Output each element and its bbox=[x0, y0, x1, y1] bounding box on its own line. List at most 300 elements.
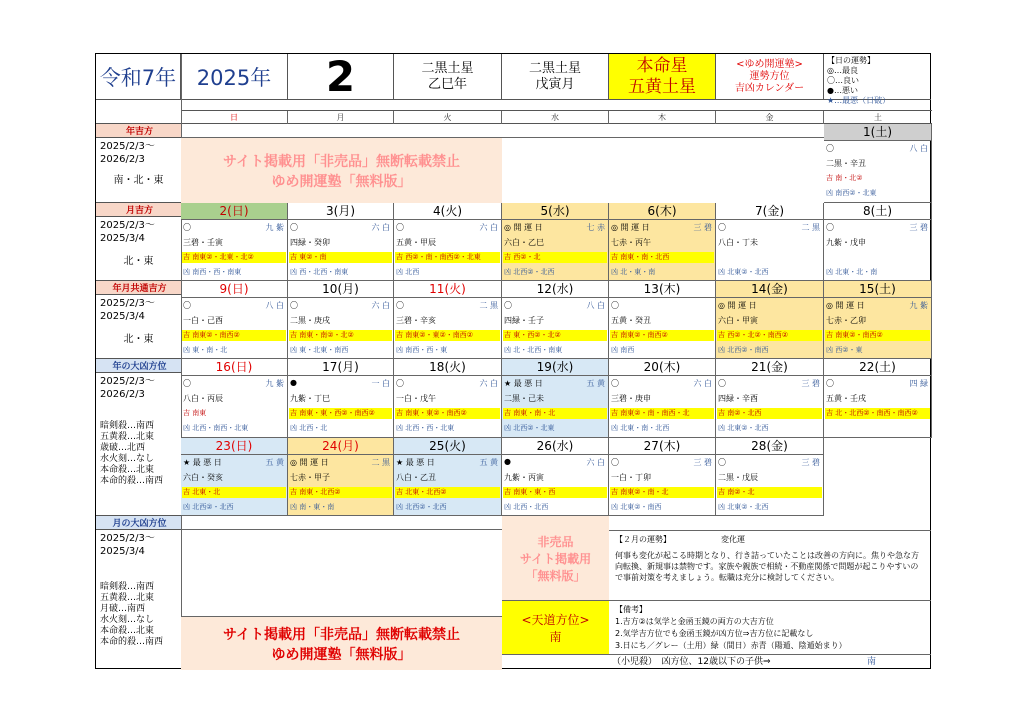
day-mark-row bbox=[611, 300, 712, 312]
day-bad-dirs: 凶 北東②・南西 bbox=[611, 503, 662, 511]
watermark-line2: ゆめ開運塾「無料版」 bbox=[271, 173, 412, 190]
day-mark: 〇 bbox=[504, 301, 512, 310]
nen-daikyo-label: 年の大凶方位 bbox=[96, 359, 181, 373]
day-bad-dirs: 凶 北東②・北西 bbox=[718, 503, 769, 511]
day-good-dirs: 吉 南②・北西 bbox=[717, 408, 822, 419]
td-line: 水火刻…なし bbox=[100, 615, 155, 625]
day-kanshi: 二黒・戊辰 bbox=[718, 473, 758, 482]
day-kanshi: 二黒・庚戌 bbox=[290, 316, 330, 325]
day-kanshi: 五黄・癸丑 bbox=[611, 316, 651, 325]
day-mark: 〇 bbox=[183, 301, 191, 310]
day-good-dirs: 吉 南・北② bbox=[826, 174, 863, 182]
day-star: 一 白 bbox=[371, 379, 390, 388]
day-mark-row bbox=[718, 378, 820, 390]
day-number: 13(木) bbox=[609, 281, 715, 298]
tsuki-daikyo-box bbox=[96, 530, 181, 670]
month-number: 2 bbox=[288, 54, 394, 100]
month-star-box bbox=[502, 54, 609, 100]
day-mark: ● bbox=[504, 457, 511, 466]
shoniko-row bbox=[502, 654, 931, 670]
day-number: 1(土) bbox=[824, 124, 931, 141]
day-good-dirs bbox=[825, 252, 930, 263]
day-mark-row bbox=[183, 222, 284, 234]
day-good-dirs: 吉 北東・北 bbox=[182, 487, 286, 498]
watermark-top bbox=[181, 138, 502, 203]
day-mark-row bbox=[290, 457, 390, 469]
day-kanshi: 三碧・壬寅 bbox=[183, 238, 223, 247]
day-mark: ◎ 開 運 日 bbox=[826, 301, 865, 310]
day-mark-row bbox=[718, 222, 820, 234]
day-mark: ◎ 開 運 日 bbox=[504, 223, 543, 232]
day-bad-dirs: 凶 北西②・北西 bbox=[396, 503, 447, 511]
day-bad-dirs: 凶 西・北西・南東 bbox=[290, 268, 349, 276]
day-cell[interactable] bbox=[824, 359, 932, 438]
day-mark: 〇 bbox=[826, 379, 834, 388]
tsuki-kippou-box bbox=[96, 217, 181, 281]
day-bad-dirs: 凶 南西・西・東 bbox=[396, 346, 448, 354]
notes-1: 1.吉方②は気学と金函玉鏡の両方の大吉方位 bbox=[615, 617, 774, 626]
day-mark: ◎ 開 運 日 bbox=[611, 223, 650, 232]
day-mark-row bbox=[826, 222, 928, 234]
td-line: 暗剣殺…南西 bbox=[100, 582, 155, 592]
day-mark-row bbox=[396, 457, 498, 469]
nen-kippou-box bbox=[96, 138, 181, 203]
day-star: 六 白 bbox=[479, 379, 498, 388]
fortune-title: 【２月の運勢】 bbox=[615, 535, 671, 544]
day-number: 5(水) bbox=[502, 203, 608, 220]
day-mark: 〇 bbox=[183, 379, 191, 388]
day-kanshi: 三碧・辛亥 bbox=[396, 316, 436, 325]
day-mark: 〇 bbox=[611, 301, 619, 310]
day-star: 二 黒 bbox=[371, 458, 390, 467]
day-kanshi: 四緑・壬子 bbox=[504, 316, 544, 325]
td-line: 五黄殺…北東 bbox=[100, 593, 155, 603]
day-cell[interactable] bbox=[716, 281, 824, 359]
year-star: 二黒土星 bbox=[421, 60, 474, 76]
day-good-dirs: 吉 東②・南 bbox=[289, 252, 392, 263]
day-mark-row bbox=[290, 378, 390, 390]
tendo-dir: 南 bbox=[549, 629, 562, 644]
watermark-small bbox=[502, 516, 609, 600]
weekday-row bbox=[181, 110, 932, 124]
day-cell[interactable] bbox=[394, 281, 502, 359]
day-cell[interactable] bbox=[502, 438, 609, 516]
day-star: 七 赤 bbox=[586, 223, 605, 232]
watermark-small-2: サイト掲載用 bbox=[519, 551, 592, 566]
day-kanshi: 五黄・壬戌 bbox=[826, 394, 866, 403]
notes-title: 【備考】 bbox=[615, 605, 647, 614]
day-mark-row bbox=[718, 457, 820, 469]
day-star: 三 碧 bbox=[801, 379, 820, 388]
yume-box bbox=[716, 54, 824, 100]
day-cell[interactable] bbox=[394, 438, 502, 516]
day-star: 九 紫 bbox=[265, 223, 284, 232]
era-label: 令和7年 bbox=[96, 54, 181, 100]
day-cell[interactable] bbox=[288, 359, 394, 438]
day-star: 九 紫 bbox=[909, 301, 928, 310]
day-mark-row bbox=[611, 222, 712, 234]
day-star: 六 白 bbox=[479, 223, 498, 232]
day-cell[interactable] bbox=[181, 281, 288, 359]
day-star: 九 紫 bbox=[265, 379, 284, 388]
day-bad-dirs: 凶 北西・西・北東 bbox=[396, 424, 455, 432]
day-bad-dirs: 凶 北東・北・南 bbox=[826, 268, 878, 276]
day-good-dirs: 吉 南東・東・西 bbox=[503, 487, 607, 498]
nengetsu-label: 年月共通吉方 bbox=[96, 281, 181, 295]
day-cell[interactable] bbox=[181, 359, 288, 438]
day-star: 六 白 bbox=[693, 379, 712, 388]
day-number: 18(火) bbox=[394, 359, 501, 376]
day-number: 23(日) bbox=[181, 438, 287, 455]
day-mark-row bbox=[504, 457, 605, 469]
day-mark-row bbox=[183, 300, 284, 312]
day-mark-row bbox=[290, 300, 390, 312]
day-good-dirs: 吉 西②・北 bbox=[503, 252, 607, 263]
day-bad-dirs: 凶 東・北東・南西 bbox=[290, 346, 349, 354]
day-cell[interactable] bbox=[609, 281, 716, 359]
nen-kippou-label: 年吉方 bbox=[96, 124, 181, 138]
day-kanshi: 八白・丙辰 bbox=[183, 394, 223, 403]
day-star: 三 碧 bbox=[801, 458, 820, 467]
day-cell[interactable] bbox=[609, 359, 716, 438]
weekday-4: 木 bbox=[609, 111, 716, 124]
day-number: 20(木) bbox=[609, 359, 715, 376]
day-number: 24(月) bbox=[288, 438, 393, 455]
day-good-dirs: 吉 西②・北②・南西② bbox=[717, 330, 822, 341]
nen-daikyo-box bbox=[96, 373, 181, 516]
day-mark: 〇 bbox=[718, 379, 726, 388]
day-bad-dirs: 凶 北西・北西 bbox=[504, 503, 549, 511]
day-star: 八 白 bbox=[265, 301, 284, 310]
weekday-0: 日 bbox=[181, 111, 288, 124]
day-mark: 〇 bbox=[396, 379, 404, 388]
day-good-dirs: 吉 南東②・南西② bbox=[610, 330, 714, 341]
day-cell[interactable] bbox=[181, 438, 288, 516]
day-good-dirs: 吉 南②・北 bbox=[717, 487, 822, 498]
day-cell[interactable] bbox=[288, 281, 394, 359]
day-cell[interactable] bbox=[716, 203, 824, 281]
tendo-box bbox=[502, 600, 609, 654]
day-number: 22(土) bbox=[824, 359, 931, 376]
day-number: 16(日) bbox=[181, 359, 287, 376]
notes-3: 3.日にち／グレー（土用）緑（間日）赤青（陽遁、陰遁始まり） bbox=[615, 641, 847, 650]
day-kanshi: 九紫・丙寅 bbox=[504, 473, 544, 482]
day-number: 19(水) bbox=[502, 359, 608, 376]
day-number: 10(月) bbox=[288, 281, 393, 298]
day-number: 12(水) bbox=[502, 281, 608, 298]
day-star: 六 白 bbox=[371, 223, 390, 232]
nd-period-start: 2025/2/3～ bbox=[100, 376, 155, 387]
day-mark: ★ 最 悪 日 bbox=[183, 458, 222, 467]
day-cell[interactable] bbox=[609, 438, 716, 516]
ng-period-start: 2025/2/3～ bbox=[100, 298, 155, 309]
day-good-dirs: 吉 北・北西②・南西・南西② bbox=[825, 408, 930, 419]
day-bad-dirs: 凶 北東②・北西 bbox=[718, 424, 769, 432]
day-bad-dirs: 凶 北・北西・南東 bbox=[504, 346, 563, 354]
day-bad-dirs: 凶 東・南・北 bbox=[183, 346, 228, 354]
nen-period-end: 2026/2/3 bbox=[100, 154, 145, 165]
day-star: 五 黄 bbox=[586, 379, 605, 388]
day-kanshi: 二黒・辛丑 bbox=[826, 159, 866, 168]
day-mark: 〇 bbox=[611, 379, 619, 388]
day-cell[interactable] bbox=[716, 438, 824, 516]
day-kanshi: 六白・癸亥 bbox=[183, 473, 223, 482]
honmei-label: 本命星 bbox=[636, 55, 688, 76]
day-mark: 〇 bbox=[611, 458, 619, 467]
yume-sub1: 運勢方位 bbox=[749, 70, 790, 82]
day-kanshi: 四緑・辛酉 bbox=[718, 394, 758, 403]
day-bad-dirs: 凶 北西②・南西 bbox=[718, 346, 769, 354]
day-bad-dirs: 凶 北西②・北東 bbox=[504, 424, 555, 432]
day-mark-row bbox=[826, 300, 928, 312]
day-mark: 〇 bbox=[826, 144, 834, 153]
nen-period-start: 2025/2/3～ bbox=[100, 141, 155, 152]
honmei-box bbox=[609, 54, 716, 100]
day-kanshi: 三碧・庚申 bbox=[611, 394, 651, 403]
day-number: 9(日) bbox=[181, 281, 287, 298]
day-cell[interactable] bbox=[394, 203, 502, 281]
day-number: 26(水) bbox=[502, 438, 608, 455]
day-cell[interactable] bbox=[502, 281, 609, 359]
day-good-dirs: 吉 南東 bbox=[183, 409, 207, 417]
nengetsu-box bbox=[96, 295, 181, 359]
day-good-dirs: 吉 南東②・北東・北② bbox=[182, 252, 286, 263]
weekday-3: 水 bbox=[502, 111, 609, 124]
nd-line: 水火刻…なし bbox=[100, 454, 155, 464]
nen-dirs: 南・北・東 bbox=[113, 175, 164, 186]
day-cell[interactable] bbox=[394, 359, 502, 438]
nd-line: 本命的殺…南西 bbox=[100, 476, 164, 486]
day-star: 八 白 bbox=[586, 301, 605, 310]
day-kanshi: 八白・乙丑 bbox=[396, 473, 436, 482]
day-mark-row bbox=[826, 143, 928, 155]
day-mark-row bbox=[396, 222, 498, 234]
day-good-dirs: 吉 北東・北西② bbox=[395, 487, 500, 498]
fortune-text: 何事も変化が起こる時期となり、行き詰っていたことは改善の方向に。焦りや急な方向転換、新規事は禁物です。家族や親族で相続・不動産関係で問題が起こりやすいので事前対策を考えましょう。転職は充分に検討してください。 bbox=[615, 551, 919, 582]
day-number: 2(日) bbox=[181, 203, 287, 220]
day-kanshi: 五黄・甲辰 bbox=[396, 238, 436, 247]
day-bad-dirs: 凶 北西・北 bbox=[290, 424, 328, 432]
day-kanshi: 六白・乙巳 bbox=[504, 238, 544, 247]
day-kanshi: 七赤・丙午 bbox=[611, 238, 651, 247]
day-star: 二 黒 bbox=[801, 223, 820, 232]
tendo-label: <天道方位> bbox=[521, 612, 590, 627]
nd-line: 歳破…北西 bbox=[100, 443, 146, 453]
weekday-5: 金 bbox=[716, 111, 824, 124]
td-period-end: 2025/3/4 bbox=[100, 546, 145, 557]
day-mark: 〇 bbox=[826, 223, 834, 232]
day-good-dirs: 吉 南東②・南・北 bbox=[610, 487, 714, 498]
day-bad-dirs: 凶 南・東・南 bbox=[290, 503, 335, 511]
ng-period-end: 2025/3/4 bbox=[100, 311, 145, 322]
day-good-dirs: 吉 南東②・南・南西・北 bbox=[610, 408, 714, 419]
day-mark-row bbox=[718, 300, 820, 312]
day-good-dirs: 吉 南東・東・西②・南西② bbox=[289, 408, 392, 419]
day-star: 四 緑 bbox=[909, 379, 928, 388]
day-cell[interactable] bbox=[824, 281, 932, 359]
day-mark-row bbox=[183, 378, 284, 390]
tsuki-period-start: 2025/2/3～ bbox=[100, 220, 155, 231]
year-label: 2025年 bbox=[181, 54, 288, 100]
td-line: 本命的殺…南西 bbox=[100, 637, 164, 647]
day-cell[interactable] bbox=[181, 203, 288, 281]
day-mark-row bbox=[826, 378, 928, 390]
fortune-keyword: 変化運 bbox=[721, 535, 745, 544]
day-number: 4(火) bbox=[394, 203, 501, 220]
td-list bbox=[100, 582, 177, 648]
day-good-dirs: 吉 南東②・東②・南西② bbox=[395, 330, 500, 341]
day-star: 三 碧 bbox=[909, 223, 928, 232]
day-number: 11(火) bbox=[394, 281, 501, 298]
day-number: 7(金) bbox=[716, 203, 823, 220]
watermark-bottom-1: サイト掲載用「非売品」無断転載禁止 bbox=[222, 626, 461, 643]
honmei-star: 五黄土星 bbox=[628, 76, 696, 97]
day-bad-dirs bbox=[825, 423, 930, 434]
day-mark: ◎ 開 運 日 bbox=[290, 458, 329, 467]
day-star: 六 白 bbox=[586, 458, 605, 467]
day-mark-row bbox=[183, 457, 284, 469]
watermark-bottom bbox=[181, 616, 502, 670]
day-mark-row bbox=[396, 300, 498, 312]
tsuki-kippou-label: 月吉方 bbox=[96, 203, 181, 217]
legend-good: 〇…良い bbox=[827, 76, 859, 85]
day-number: 25(火) bbox=[394, 438, 501, 455]
shoniko-label: （小児殺） 凶方位、12歳以下の子供⇒ bbox=[612, 657, 771, 667]
watermark-small-1: 非売品 bbox=[537, 534, 574, 549]
day-good-dirs: 吉 西②・南・南西②・北東 bbox=[395, 252, 500, 263]
day-star: 八 白 bbox=[909, 144, 928, 153]
day-star: 五 黄 bbox=[265, 458, 284, 467]
day-bad-dirs: 凶 北・東・南 bbox=[611, 268, 656, 276]
day-mark-row bbox=[611, 457, 712, 469]
day-number: 21(金) bbox=[716, 359, 823, 376]
day-mark-row bbox=[611, 378, 712, 390]
day-kanshi: 四緑・癸卯 bbox=[290, 238, 330, 247]
day-number: 6(木) bbox=[609, 203, 715, 220]
year-star-box bbox=[394, 54, 502, 100]
legend-worst: ★…最悪（日破） bbox=[827, 96, 891, 105]
day-kanshi: 九紫・丁巳 bbox=[290, 394, 330, 403]
bottom-strip bbox=[181, 516, 502, 530]
day-number: 15(土) bbox=[824, 281, 931, 298]
weekday-6: 土 bbox=[874, 113, 882, 122]
month-star: 二黒土星 bbox=[528, 60, 581, 76]
legend-bad: ●…悪い bbox=[827, 86, 858, 95]
day-mark: 〇 bbox=[718, 458, 726, 467]
day-good-dirs: 吉 南東②・南西② bbox=[825, 330, 930, 341]
day-kanshi: 九紫・戊申 bbox=[826, 238, 866, 247]
day-good-dirs: 吉 南東・南・北西 bbox=[610, 252, 714, 263]
day-good-dirs: 吉 南東・北西② bbox=[289, 487, 392, 498]
day-bad-dirs: 凶 北西②・北西 bbox=[504, 268, 555, 276]
tsuki-daikyo-label: 月の大凶方位 bbox=[96, 516, 181, 530]
day-kanshi: 一白・己酉 bbox=[183, 316, 223, 325]
day-mark-row bbox=[504, 300, 605, 312]
day-cell[interactable] bbox=[288, 203, 394, 281]
day-good-dirs: 吉 南東・東②・南西② bbox=[395, 408, 500, 419]
fortune-box bbox=[609, 530, 931, 600]
day-mark-row bbox=[504, 378, 605, 390]
nd-line: 五黄殺…北東 bbox=[100, 432, 155, 442]
watermark-bottom-2: ゆめ開運塾「無料版」 bbox=[271, 646, 412, 663]
day-mark: 〇 bbox=[290, 301, 298, 310]
day-good-dirs: 吉 南東・南・北 bbox=[503, 408, 607, 419]
day-mark: 〇 bbox=[396, 223, 404, 232]
day-kanshi: 八白・丁未 bbox=[718, 238, 758, 247]
day-bad-dirs: 凶 南西②・北東 bbox=[826, 189, 877, 197]
tsuki-period-end: 2025/3/4 bbox=[100, 233, 145, 244]
weekday-spacer bbox=[96, 110, 181, 124]
day-star: 二 黒 bbox=[479, 301, 498, 310]
day-mark-row bbox=[396, 378, 498, 390]
day-good-dirs: 吉 南東②・南西② bbox=[182, 330, 286, 341]
day-bad-dirs: 凶 北西 bbox=[396, 268, 420, 276]
day-kanshi: 二黒・己未 bbox=[504, 394, 544, 403]
day-bad-dirs: 凶 北西②・北西 bbox=[183, 503, 234, 511]
day-cell[interactable] bbox=[502, 203, 609, 281]
day-bad-dirs: 凶 南西・西・南東 bbox=[183, 268, 242, 276]
day-cell[interactable] bbox=[502, 359, 609, 438]
day-number: 3(月) bbox=[288, 203, 393, 220]
legend-best: ◎…最良 bbox=[827, 66, 858, 75]
td-period-start: 2025/2/3～ bbox=[100, 533, 155, 544]
day-cell[interactable] bbox=[609, 203, 716, 281]
td-line: 本命殺…北東 bbox=[100, 626, 155, 636]
day-mark: ★ 最 悪 日 bbox=[504, 379, 543, 388]
day-star: 六 白 bbox=[371, 301, 390, 310]
legend bbox=[824, 54, 931, 105]
day-number: 8(土) bbox=[824, 203, 931, 220]
day-bad-dirs: 凶 北西・南西・北東 bbox=[183, 424, 249, 432]
nd-line: 本命殺…北東 bbox=[100, 465, 155, 475]
day-star: 三 碧 bbox=[693, 223, 712, 232]
day-good-dirs: 吉 南東・南②・北② bbox=[289, 330, 392, 341]
day-bad-dirs: 凶 南西 bbox=[611, 346, 635, 354]
day-bad-dirs: 凶 西②・東 bbox=[826, 346, 863, 354]
year-kanshi: 乙巳年 bbox=[427, 76, 467, 92]
calendar-sheet bbox=[95, 53, 931, 669]
day-number: 17(月) bbox=[288, 359, 393, 376]
td-line: 月破…南西 bbox=[100, 604, 146, 614]
day-mark: ● bbox=[290, 378, 297, 387]
day-good-dirs bbox=[717, 252, 822, 263]
yume-title: <ゆめ開運塾> bbox=[736, 58, 803, 70]
day-number: 14(金) bbox=[716, 281, 823, 298]
nd-line: 暗剣殺…南西 bbox=[100, 421, 155, 431]
day-cell[interactable] bbox=[716, 359, 824, 438]
legend-title: 【日の運勢】 bbox=[827, 56, 875, 65]
nd-list bbox=[100, 421, 177, 487]
day-mark: 〇 bbox=[396, 301, 404, 310]
day-mark: 〇 bbox=[183, 223, 191, 232]
day-mark-row bbox=[504, 222, 605, 234]
yume-sub2: 吉凶カレンダー bbox=[734, 82, 805, 94]
day-number: 27(木) bbox=[609, 438, 715, 455]
tsuki-dirs: 北・東 bbox=[123, 256, 154, 267]
week1-date-strip bbox=[181, 124, 825, 138]
day-kanshi: 七赤・乙卯 bbox=[826, 316, 866, 325]
day-mark: ◎ 開 運 日 bbox=[718, 301, 757, 310]
day-cell[interactable] bbox=[824, 124, 932, 203]
day-cell[interactable] bbox=[288, 438, 394, 516]
day-mark: 〇 bbox=[718, 223, 726, 232]
day-kanshi: 一白・戊午 bbox=[396, 394, 436, 403]
day-bad-dirs: 凶 北東②・北西 bbox=[718, 268, 769, 276]
notes-box bbox=[609, 600, 931, 654]
nd-period-end: 2026/2/3 bbox=[100, 389, 145, 400]
day-cell[interactable] bbox=[824, 203, 932, 281]
day-good-dirs: 吉 東・西②・北② bbox=[503, 330, 607, 341]
